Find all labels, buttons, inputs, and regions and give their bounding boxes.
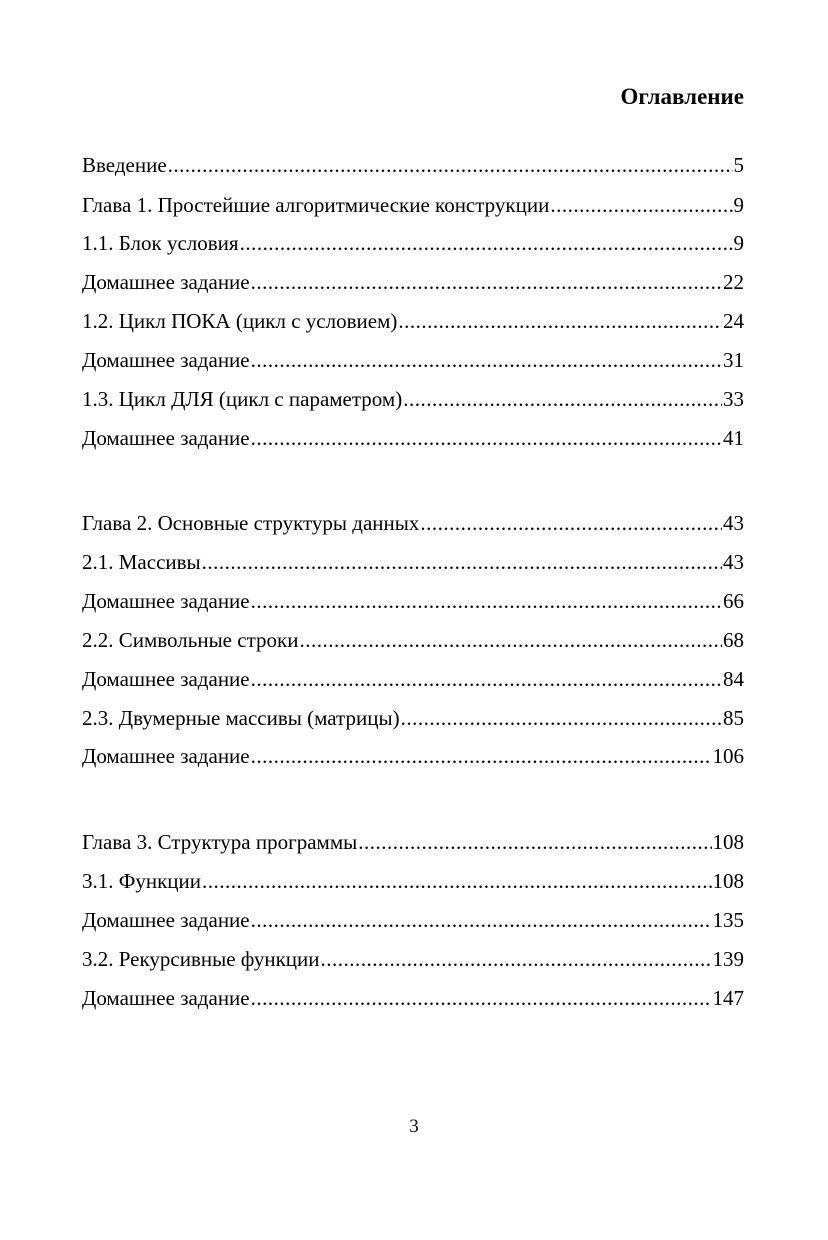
toc-entry-page: 135 (712, 908, 744, 932)
toc-entry-section-2-3[interactable] (82, 705, 744, 731)
toc-entry-page: 66 (723, 589, 744, 613)
dot-leader (398, 308, 722, 334)
toc-entry-page: 139 (712, 947, 744, 971)
toc-entry-title: 3.1. Функции (82, 869, 201, 893)
toc-entry-section-1-1[interactable] (82, 230, 744, 256)
toc-entry-title: Домашнее задание (82, 270, 250, 294)
toc-entry-page: 31 (723, 348, 744, 372)
toc-entry-title: 1.1. Блок условия (82, 231, 239, 255)
toc-entry-title: 1.3. Цикл ДЛЯ (цикл с параметром) (82, 387, 403, 411)
dot-leader (358, 829, 711, 855)
toc-entry-section-1-3[interactable] (82, 386, 744, 412)
dot-leader (401, 705, 722, 731)
toc-entry-page: 41 (723, 426, 744, 450)
toc-entry-title: Домашнее задание (82, 348, 250, 372)
toc-entry-title: Домашнее задание (82, 986, 250, 1010)
toc-entry-page: 22 (723, 270, 744, 294)
toc-entry-section-3-2[interactable] (82, 946, 744, 972)
page-number: 3 (409, 1116, 419, 1137)
dot-leader (299, 627, 722, 653)
toc-entry-title: Домашнее задание (82, 744, 250, 768)
toc-entry-page: 5 (733, 153, 744, 177)
dot-leader (251, 269, 722, 295)
toc-entry-homework[interactable] (82, 743, 744, 769)
toc-entry-homework[interactable] (82, 666, 744, 692)
toc-entry-homework[interactable] (82, 269, 744, 295)
toc-entry-chapter-3[interactable] (82, 829, 744, 855)
toc-entry-title: Домашнее задание (82, 426, 250, 450)
toc-entry-title: 1.2. Цикл ПОКА (цикл с условием) (82, 309, 398, 333)
dot-leader (403, 386, 722, 412)
toc-entry-section-2-2[interactable] (82, 627, 744, 653)
toc-entry-title: Домашнее задание (82, 667, 250, 691)
toc-entry-homework[interactable] (82, 907, 744, 933)
toc-entry-page: 106 (712, 744, 744, 768)
toc-entry-title: Глава 3. Структура программы (82, 830, 358, 854)
dot-leader (251, 588, 722, 614)
dot-leader (251, 666, 722, 692)
toc-entry-homework[interactable] (82, 588, 744, 614)
toc-entry-section-2-1[interactable] (82, 549, 744, 575)
toc-entry-title: 2.2. Символьные строки (82, 628, 299, 652)
toc-entry-page: 43 (723, 550, 744, 574)
toc-entry-homework[interactable] (82, 425, 744, 451)
toc-entry-page: 108 (712, 869, 744, 893)
dot-leader (251, 347, 722, 373)
toc-entry-section-1-2[interactable] (82, 308, 744, 334)
toc-entry-page: 85 (723, 706, 744, 730)
dot-leader (168, 152, 733, 178)
dot-leader (202, 549, 722, 575)
toc-entry-title: Домашнее задание (82, 589, 250, 613)
dot-leader (550, 192, 732, 218)
dot-leader (202, 868, 712, 894)
toc-entry-page: 33 (723, 387, 744, 411)
toc-entry-title: 2.3. Двумерные массивы (матрицы) (82, 706, 400, 730)
dot-leader (251, 985, 712, 1011)
toc-entry-page: 9 (733, 231, 744, 255)
toc-entry-title: Глава 2. Основные структуры данных (82, 511, 420, 535)
page-title: Оглавление (620, 84, 744, 109)
toc-entry-section-3-1[interactable] (82, 868, 744, 894)
toc-entry-page: 9 (733, 193, 744, 217)
dot-leader (321, 946, 712, 972)
toc-entry-title: Введение (82, 153, 167, 177)
toc-entry-title: 2.1. Массивы (82, 550, 201, 574)
dot-leader (420, 510, 722, 536)
dot-leader (240, 230, 733, 256)
toc-entry-page: 43 (723, 511, 744, 535)
toc-entry-page: 24 (723, 309, 744, 333)
dot-leader (251, 743, 712, 769)
toc-entry-page: 68 (723, 628, 744, 652)
toc-entry-chapter-2[interactable] (82, 510, 744, 536)
toc-entry-introduction[interactable] (82, 152, 744, 178)
toc-entry-page: 147 (712, 986, 744, 1010)
toc-entry-title: Домашнее задание (82, 908, 250, 932)
toc-entry-page: 108 (712, 830, 744, 854)
toc-entry-title: Глава 1. Простейшие алгоритмические конструкции (82, 193, 550, 217)
dot-leader (251, 907, 712, 933)
toc-entry-page: 84 (723, 667, 744, 691)
toc-entry-homework[interactable] (82, 347, 744, 373)
toc-entry-homework[interactable] (82, 985, 744, 1011)
toc-entry-chapter-1[interactable] (82, 192, 744, 218)
dot-leader (251, 425, 722, 451)
toc-entry-title: 3.2. Рекурсивные функции (82, 947, 320, 971)
